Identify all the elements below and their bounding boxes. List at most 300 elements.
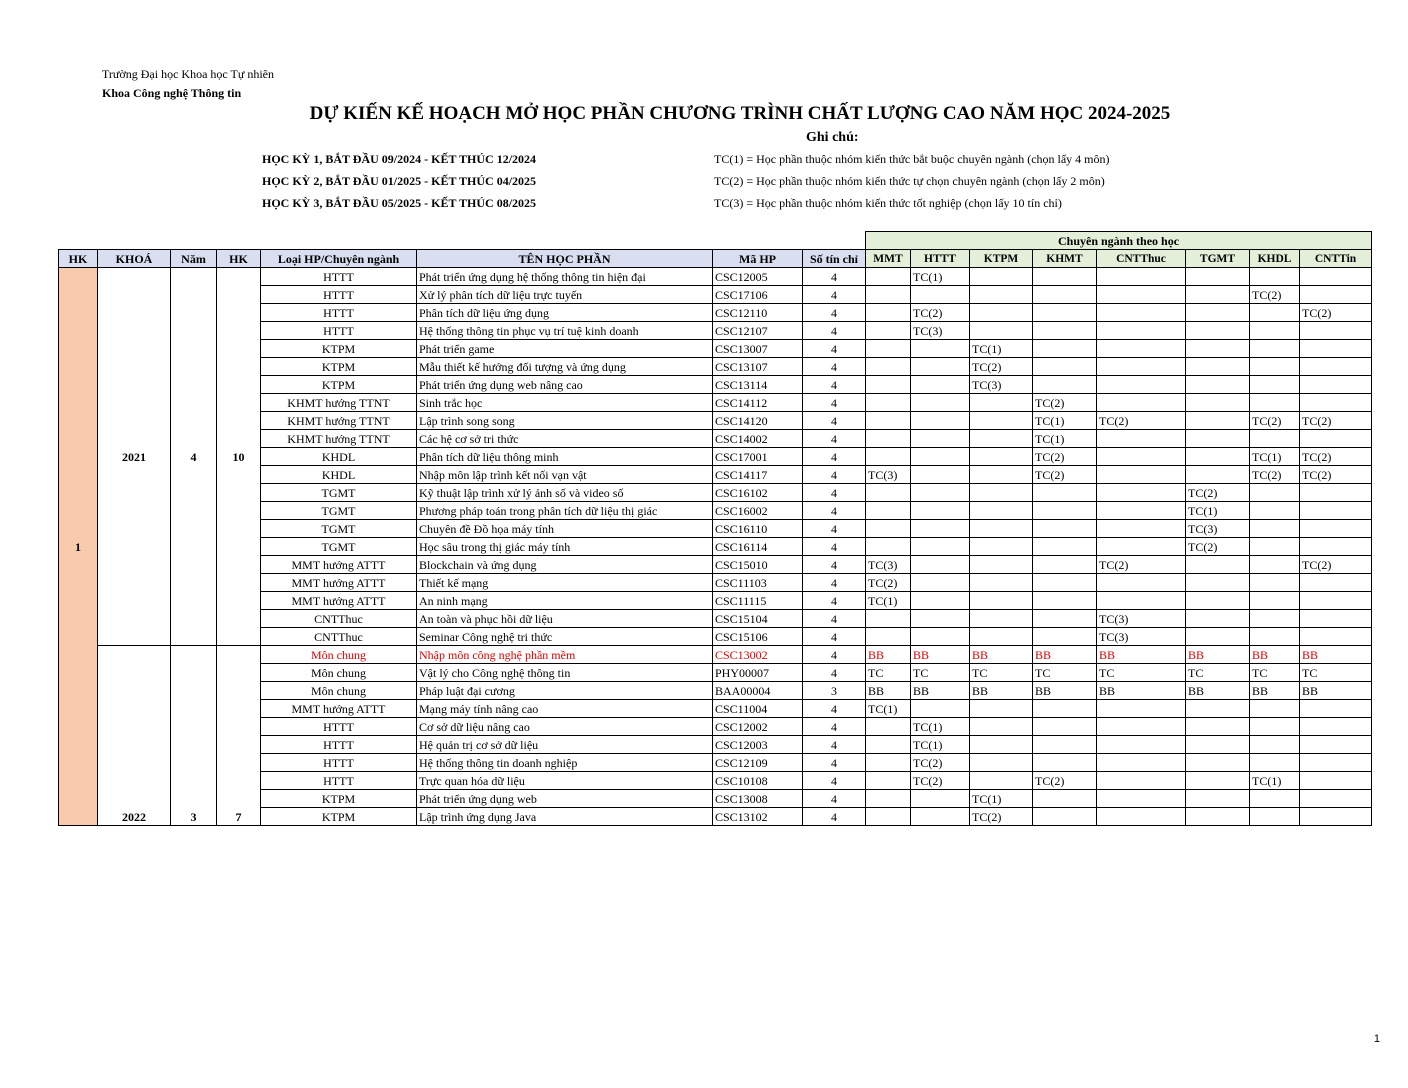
course-type: CNTThuc: [261, 628, 417, 646]
course-name: Trực quan hóa dữ liệu: [417, 772, 713, 790]
specialization-cell: [911, 790, 970, 808]
specialization-cell: [911, 628, 970, 646]
course-name: Các hệ cơ sở tri thức: [417, 430, 713, 448]
specialization-cell: TC(2): [1300, 304, 1372, 322]
specialization-cell: TC(1): [970, 340, 1033, 358]
specialization-cell: [970, 628, 1033, 646]
specialization-cell: [911, 466, 970, 484]
specialization-cell: [1033, 304, 1097, 322]
course-name: Phân tích dữ liệu ứng dụng: [417, 304, 713, 322]
specialization-cell: [866, 412, 911, 430]
specialization-cell: [1097, 484, 1186, 502]
specialization-cell: TC(2): [866, 574, 911, 592]
course-type: KHMT hướng TTNT: [261, 412, 417, 430]
specialization-cell: [1186, 412, 1250, 430]
specialization-cell: [1033, 628, 1097, 646]
specialization-cell: [1097, 358, 1186, 376]
specialization-cell: [1186, 772, 1250, 790]
specialization-cell: TC(2): [1097, 556, 1186, 574]
specialization-cell: [911, 808, 970, 826]
page-number: 1: [1373, 1033, 1380, 1045]
col-spec-httt: HTTT: [911, 250, 970, 268]
course-type: MMT hướng ATTT: [261, 574, 417, 592]
specialization-cell: [911, 520, 970, 538]
specialization-cell: [1186, 790, 1250, 808]
course-type: MMT hướng ATTT: [261, 592, 417, 610]
col-spec-mmt: MMT: [866, 250, 911, 268]
specialization-cell: [1033, 502, 1097, 520]
specialization-cell: TC(2): [1186, 484, 1250, 502]
specialization-cell: [970, 502, 1033, 520]
specialization-cell: [866, 772, 911, 790]
course-credits: 4: [803, 376, 866, 394]
specialization-cell: [970, 304, 1033, 322]
course-type: HTTT: [261, 286, 417, 304]
specialization-cell: [1097, 808, 1186, 826]
specialization-cell: [1250, 376, 1300, 394]
course-code: CSC13107: [713, 358, 803, 376]
course-type: KHMT hướng TTNT: [261, 394, 417, 412]
specialization-cell: TC(3): [1097, 628, 1186, 646]
course-code: CSC11004: [713, 700, 803, 718]
specialization-cell: [1300, 286, 1372, 304]
specialization-cell: [1033, 718, 1097, 736]
specialization-cell: [1250, 304, 1300, 322]
course-type: HTTT: [261, 322, 417, 340]
course-credits: 4: [803, 790, 866, 808]
specialization-cell: TC: [1186, 664, 1250, 682]
specialization-cell: [970, 286, 1033, 304]
course-credits: 4: [803, 322, 866, 340]
course-type: KTPM: [261, 340, 417, 358]
specialization-cell: [1300, 358, 1372, 376]
specialization-cell: [1300, 484, 1372, 502]
specialization-cell: [866, 448, 911, 466]
specialization-cell: [1097, 538, 1186, 556]
specialization-cell: TC(1): [1250, 448, 1300, 466]
course-name: Hệ thống thông tin doanh nghiệp: [417, 754, 713, 772]
course-type: TGMT: [261, 520, 417, 538]
specialization-cell: [1186, 340, 1250, 358]
specialization-cell: [866, 718, 911, 736]
specialization-cell: [970, 394, 1033, 412]
specialization-cell: [1186, 574, 1250, 592]
specialization-cell: TC(2): [1300, 448, 1372, 466]
course-type: HTTT: [261, 718, 417, 736]
course-code: CSC16110: [713, 520, 803, 538]
course-type: CNTThuc: [261, 610, 417, 628]
specialization-cell: [1250, 394, 1300, 412]
specialization-cell: [1097, 772, 1186, 790]
specialization-cell: [1250, 592, 1300, 610]
course-credits: 4: [803, 754, 866, 772]
specialization-cell: [1097, 268, 1186, 286]
specialization-cell: TC(2): [1033, 448, 1097, 466]
specialization-cell: [1097, 754, 1186, 772]
specialization-cell: [866, 628, 911, 646]
specialization-cell: [1300, 502, 1372, 520]
specialization-cell: [1300, 610, 1372, 628]
specialization-cell: [1300, 754, 1372, 772]
specialization-cell: [1033, 808, 1097, 826]
specialization-cell: [1300, 808, 1372, 826]
specialization-cell: BB: [1186, 646, 1250, 664]
semester-3: HỌC KỲ 3, BẮT ĐẦU 05/2025 - KẾT THÚC 08/2025: [262, 196, 537, 210]
note-tc3: TC(3) = Học phần thuộc nhóm kiến thức tốt nghiệp (chọn lấy 10 tín chỉ): [714, 196, 1062, 210]
specialization-cell: [1097, 700, 1186, 718]
course-code: CSC13002: [713, 646, 803, 664]
specialization-cell: [1097, 394, 1186, 412]
specialization-cell: [1250, 268, 1300, 286]
col-course-code: Mã HP: [713, 250, 803, 268]
specialization-cell: [866, 538, 911, 556]
specialization-cell: TC(1): [866, 700, 911, 718]
specialization-cell: [1186, 322, 1250, 340]
specialization-cell: [1186, 448, 1250, 466]
specialization-cell: BB: [970, 682, 1033, 700]
specialization-cell: [866, 322, 911, 340]
specialization-cell: [866, 358, 911, 376]
specialization-cell: [1250, 610, 1300, 628]
course-name: Phương pháp toán trong phân tích dữ liệu thị giác: [417, 502, 713, 520]
specialization-cell: BB: [970, 646, 1033, 664]
semester-cell: 1: [59, 268, 98, 826]
specialization-cell: [1300, 736, 1372, 754]
course-name: Nhập môn công nghệ phần mềm: [417, 646, 713, 664]
col-credits: Số tín chỉ: [803, 250, 866, 268]
table-row: [59, 268, 1372, 286]
course-code: CSC12003: [713, 736, 803, 754]
specialization-cell: TC: [866, 664, 911, 682]
course-name: Xử lý phân tích dữ liệu trực tuyến: [417, 286, 713, 304]
specialization-cell: TC(1): [1250, 772, 1300, 790]
course-type: KTPM: [261, 808, 417, 826]
course-name: Lập trình song song: [417, 412, 713, 430]
course-type: KTPM: [261, 358, 417, 376]
specialization-cell: TC(3): [866, 556, 911, 574]
specialization-cell: TC(1): [911, 268, 970, 286]
specialization-cell: [1033, 340, 1097, 358]
course-credits: 4: [803, 394, 866, 412]
course-credits: 4: [803, 718, 866, 736]
col-khoa: KHOÁ: [98, 250, 171, 268]
specialization-cell: [1186, 718, 1250, 736]
specialization-cell: [911, 286, 970, 304]
course-type: KTPM: [261, 790, 417, 808]
course-credits: 3: [803, 682, 866, 700]
course-credits: 4: [803, 412, 866, 430]
course-name: Mạng máy tính nâng cao: [417, 700, 713, 718]
specialization-cell: TC(2): [911, 772, 970, 790]
specialization-cell: [911, 340, 970, 358]
course-name: Mẫu thiết kế hướng đối tượng và ứng dụng: [417, 358, 713, 376]
course-credits: 4: [803, 340, 866, 358]
course-credits: 4: [803, 304, 866, 322]
course-type: MMT hướng ATTT: [261, 556, 417, 574]
specialization-cell: [911, 502, 970, 520]
specialization-cell: [911, 538, 970, 556]
course-type: KHDL: [261, 448, 417, 466]
specialization-cell: TC: [970, 664, 1033, 682]
specialization-cell: TC(2): [1300, 412, 1372, 430]
specialization-cell: TC(1): [1033, 412, 1097, 430]
specialization-cell: [1186, 376, 1250, 394]
specialization-cell: BB: [1186, 682, 1250, 700]
specialization-cell: [1300, 790, 1372, 808]
course-code: CSC16002: [713, 502, 803, 520]
col-spec-khmt: KHMT: [1033, 250, 1097, 268]
specialization-cell: [970, 574, 1033, 592]
note-tc1: TC(1) = Học phần thuộc nhóm kiến thức bắt buộc chuyên ngành (chọn lấy 4 môn): [714, 152, 1110, 166]
course-type: TGMT: [261, 484, 417, 502]
specialization-cell: [1033, 754, 1097, 772]
specialization-cell: [1186, 304, 1250, 322]
year-cell: 3: [171, 646, 217, 826]
specialization-cell: [911, 394, 970, 412]
course-code: CSC16102: [713, 484, 803, 502]
term-cell: 10: [217, 268, 261, 646]
specialization-cell: [866, 754, 911, 772]
course-code: CSC17001: [713, 448, 803, 466]
specialization-cell: TC(2): [1300, 466, 1372, 484]
course-name: Phát triển game: [417, 340, 713, 358]
course-type: HTTT: [261, 754, 417, 772]
specialization-cell: [1250, 700, 1300, 718]
specialization-cell: [911, 700, 970, 718]
course-type: HTTT: [261, 772, 417, 790]
course-name: Seminar Công nghệ tri thức: [417, 628, 713, 646]
specialization-cell: [1300, 268, 1372, 286]
specialization-cell: [1300, 628, 1372, 646]
course-type: KTPM: [261, 376, 417, 394]
specialization-cell: BB: [1250, 682, 1300, 700]
course-name: Lập trình ứng dụng Java: [417, 808, 713, 826]
specialization-cell: TC(1): [1033, 430, 1097, 448]
course-name: Phát triển ứng dụng hệ thống thông tin hiện đại: [417, 268, 713, 286]
course-name: Học sâu trong thị giác máy tính: [417, 538, 713, 556]
course-credits: 4: [803, 736, 866, 754]
course-type: KHMT hướng TTNT: [261, 430, 417, 448]
course-credits: 4: [803, 628, 866, 646]
course-name: Vật lý cho Công nghệ thông tin: [417, 664, 713, 682]
course-name: An toàn và phục hồi dữ liệu: [417, 610, 713, 628]
specialization-cell: [1186, 286, 1250, 304]
col-spec-tgmt: TGMT: [1186, 250, 1250, 268]
note-tc2: TC(2) = Học phần thuộc nhóm kiến thức tự chọn chuyên ngành (chọn lấy 2 môn): [714, 174, 1105, 188]
course-code: CSC15106: [713, 628, 803, 646]
specialization-cell: [1300, 430, 1372, 448]
course-code: BAA00004: [713, 682, 803, 700]
specialization-cell: TC(2): [1250, 286, 1300, 304]
specialization-cell: TC: [911, 664, 970, 682]
specialization-cell: TC(1): [911, 736, 970, 754]
course-credits: 4: [803, 646, 866, 664]
col-spec-cntthuc: CNTThuc: [1097, 250, 1186, 268]
specialization-cell: [1033, 358, 1097, 376]
specialization-cell: [1033, 484, 1097, 502]
specialization-cell: [1033, 268, 1097, 286]
specialization-cell: BB: [1033, 682, 1097, 700]
specialization-cell: [1300, 394, 1372, 412]
specialization-cell: [1033, 574, 1097, 592]
course-name: Chuyên đề Đồ họa máy tính: [417, 520, 713, 538]
specialization-cell: [866, 430, 911, 448]
specialization-cell: TC(2): [1250, 412, 1300, 430]
specialization-cell: [866, 790, 911, 808]
specialization-cell: TC(2): [970, 358, 1033, 376]
course-code: CSC10108: [713, 772, 803, 790]
specialization-cell: TC(2): [1097, 412, 1186, 430]
course-credits: 4: [803, 808, 866, 826]
specialization-cell: [1300, 700, 1372, 718]
specialization-cell: [1300, 772, 1372, 790]
specialization-cell: [1097, 286, 1186, 304]
specialization-cell: [1300, 340, 1372, 358]
course-code: CSC16114: [713, 538, 803, 556]
specialization-cell: [866, 286, 911, 304]
specialization-cell: [1097, 430, 1186, 448]
course-code: CSC15104: [713, 610, 803, 628]
specialization-cell: [1186, 556, 1250, 574]
course-name: Pháp luật đại cương: [417, 682, 713, 700]
specialization-cell: [970, 538, 1033, 556]
course-credits: 4: [803, 664, 866, 682]
specialization-cell: [1186, 268, 1250, 286]
course-name: Hệ thống thông tin phục vụ trí tuệ kinh doanh: [417, 322, 713, 340]
specialization-cell: [1097, 466, 1186, 484]
specialization-cell: [1186, 430, 1250, 448]
course-name: Thiết kế mạng: [417, 574, 713, 592]
document-title: DỰ KIẾN KẾ HOẠCH MỞ HỌC PHẦN CHƯƠNG TRÌNH CHẤT LƯỢNG CAO NĂM HỌC 2024-2025: [309, 103, 1171, 124]
course-credits: 4: [803, 448, 866, 466]
col-nam: Năm: [171, 250, 217, 268]
specialization-cell: TC(3): [1097, 610, 1186, 628]
specialization-cell: [1097, 340, 1186, 358]
specialization-cell: [1033, 322, 1097, 340]
course-credits: 4: [803, 700, 866, 718]
specialization-cell: TC(2): [1033, 466, 1097, 484]
specialization-cell: TC(1): [1186, 502, 1250, 520]
course-code: CSC15010: [713, 556, 803, 574]
specialization-cell: [1250, 628, 1300, 646]
specialization-cell: [1033, 286, 1097, 304]
course-credits: 4: [803, 574, 866, 592]
specialization-cell: [970, 700, 1033, 718]
specialization-cell: [1250, 808, 1300, 826]
specialization-cell: [1300, 520, 1372, 538]
course-code: CSC13102: [713, 808, 803, 826]
specialization-cell: TC(1): [866, 592, 911, 610]
course-type: Môn chung: [261, 682, 417, 700]
cohort-cell: 2022: [98, 646, 171, 826]
specialization-cell: [1186, 466, 1250, 484]
cohort-cell: 2021: [98, 268, 171, 646]
specialization-cell: [970, 718, 1033, 736]
specialization-cell: [911, 574, 970, 592]
specialization-cell: TC(3): [1186, 520, 1250, 538]
table-row: [59, 646, 1372, 664]
col-hk-2: HK: [217, 250, 261, 268]
specialization-cell: [1250, 358, 1300, 376]
specialization-cell: [970, 268, 1033, 286]
specialization-cell: [1097, 376, 1186, 394]
specialization-cell: [1250, 790, 1300, 808]
specialization-cell: [1097, 790, 1186, 808]
course-credits: 4: [803, 520, 866, 538]
specialization-cell: TC: [1300, 664, 1372, 682]
course-name: Phát triển ứng dụng web nâng cao: [417, 376, 713, 394]
specialization-cell: TC(2): [1033, 394, 1097, 412]
specialization-cell: TC(2): [911, 754, 970, 772]
specialization-cell: [866, 376, 911, 394]
course-credits: 4: [803, 538, 866, 556]
course-type: TGMT: [261, 538, 417, 556]
specialization-cell: [970, 736, 1033, 754]
course-name: Nhập môn lập trình kết nối vạn vật: [417, 466, 713, 484]
specialization-cell: [970, 754, 1033, 772]
specialization-cell: [1033, 700, 1097, 718]
term-cell: 7: [217, 646, 261, 826]
course-type: Môn chung: [261, 664, 417, 682]
course-credits: 4: [803, 610, 866, 628]
course-code: CSC17106: [713, 286, 803, 304]
course-code: CSC11103: [713, 574, 803, 592]
specialization-cell: BB: [1097, 682, 1186, 700]
specialization-cell: [1186, 358, 1250, 376]
specialization-cell: [1186, 808, 1250, 826]
specialization-cell: [1186, 700, 1250, 718]
specialization-cell: [970, 466, 1033, 484]
specialization-cell: [1033, 520, 1097, 538]
specialization-cell: TC: [1097, 664, 1186, 682]
specialization-cell: [1186, 394, 1250, 412]
specialization-cell: [911, 358, 970, 376]
institution-name: Trường Đại học Khoa học Tự nhiên: [102, 67, 275, 81]
course-credits: 4: [803, 268, 866, 286]
specialization-cell: [1097, 502, 1186, 520]
course-credits: 4: [803, 286, 866, 304]
course-type: TGMT: [261, 502, 417, 520]
specialization-cell: [1250, 718, 1300, 736]
specialization-cell: [1250, 430, 1300, 448]
course-credits: 4: [803, 592, 866, 610]
course-name: Sinh trắc học: [417, 394, 713, 412]
specialization-cell: [911, 556, 970, 574]
specialization-cell: [1033, 538, 1097, 556]
specialization-cell: [911, 412, 970, 430]
course-code: CSC13008: [713, 790, 803, 808]
faculty-name: Khoa Công nghệ Thông tin: [102, 86, 242, 100]
specialization-cell: [911, 376, 970, 394]
specialization-cell: [866, 340, 911, 358]
course-code: CSC12005: [713, 268, 803, 286]
header-spacer: [59, 232, 866, 250]
specialization-cell: [970, 772, 1033, 790]
specialization-cell: [1097, 520, 1186, 538]
specialization-cell: BB: [866, 682, 911, 700]
course-credits: 4: [803, 358, 866, 376]
specialization-cell: [866, 268, 911, 286]
course-code: CSC12107: [713, 322, 803, 340]
course-code: CSC11115: [713, 592, 803, 610]
specialization-cell: [1300, 592, 1372, 610]
course-code: CSC14112: [713, 394, 803, 412]
specialization-cell: [1300, 718, 1372, 736]
specialization-cell: [1250, 322, 1300, 340]
specialization-cell: [1186, 754, 1250, 772]
course-name: Cơ sở dữ liệu nâng cao: [417, 718, 713, 736]
course-type: MMT hướng ATTT: [261, 700, 417, 718]
